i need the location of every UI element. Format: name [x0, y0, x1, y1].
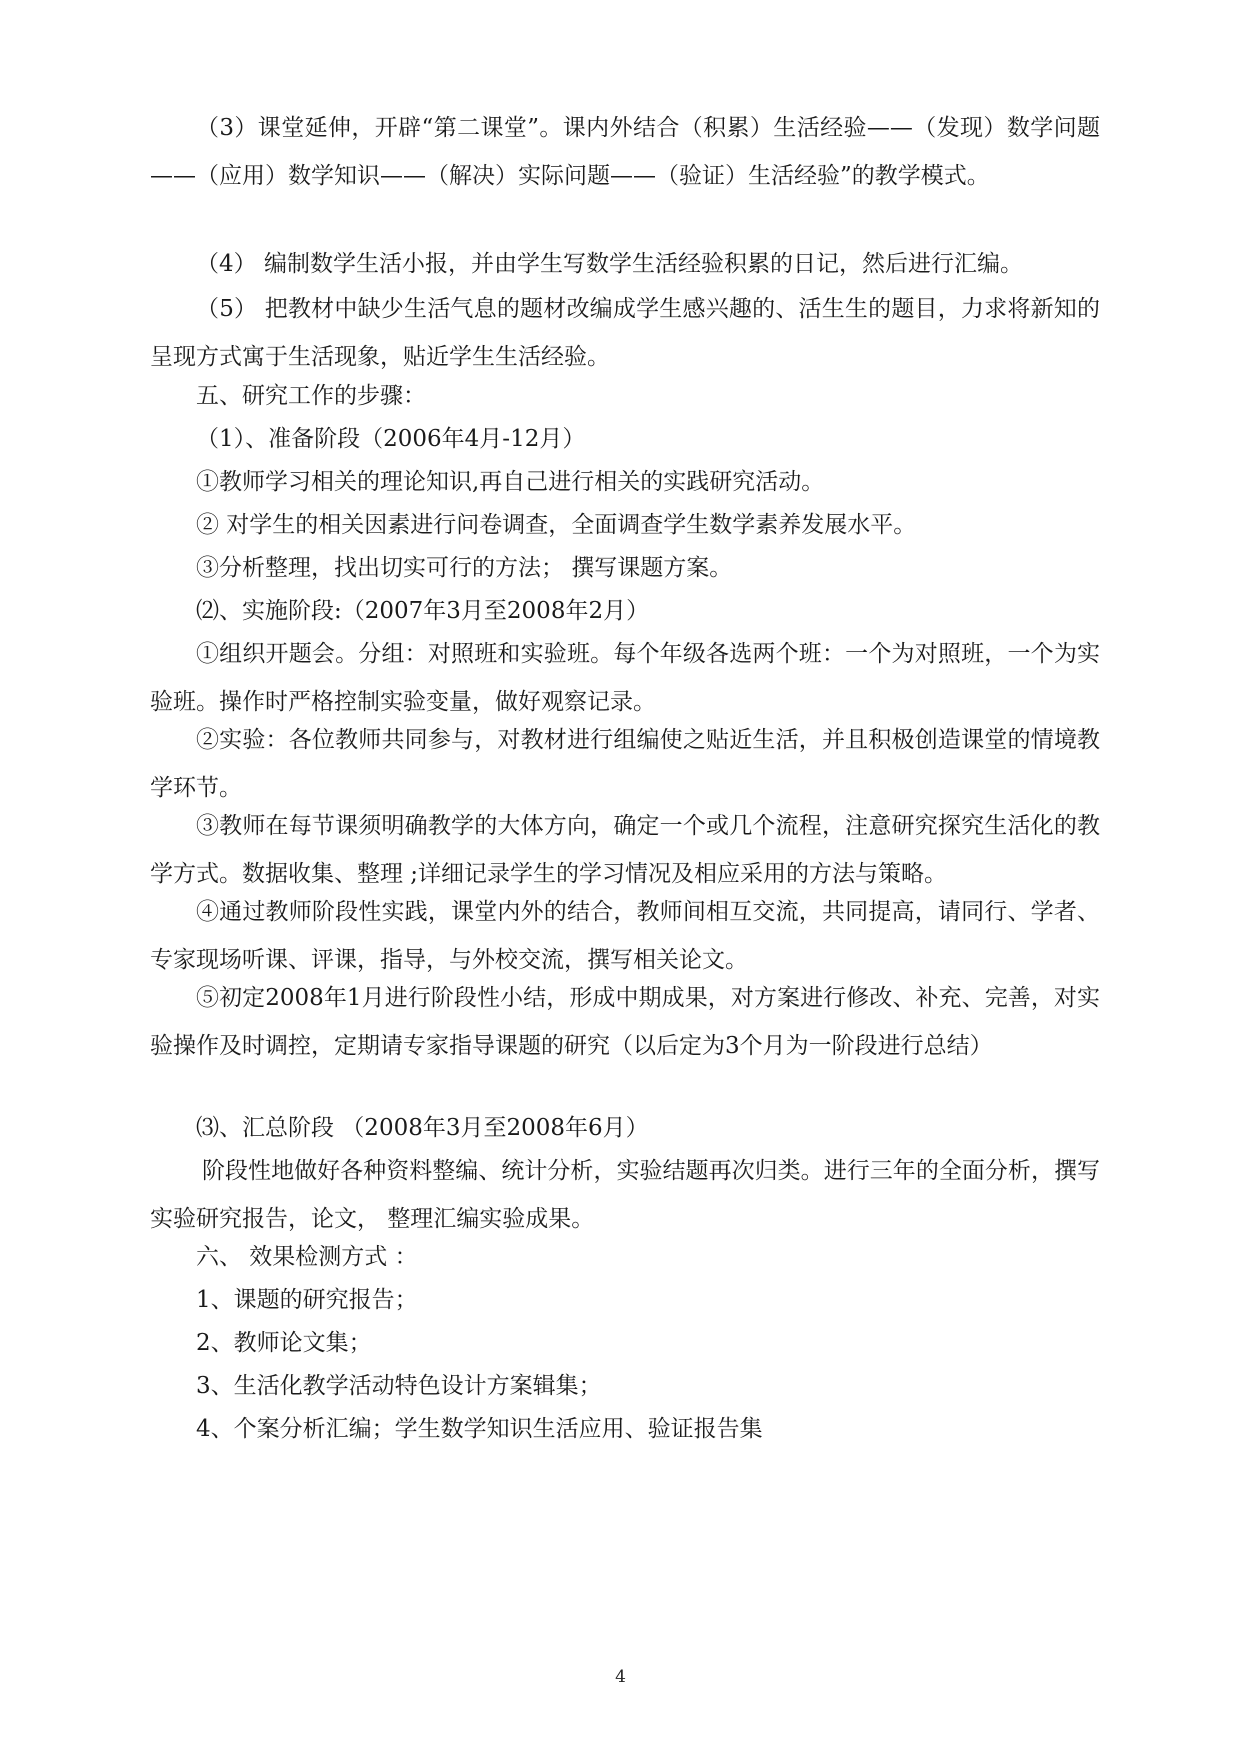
section-heading-research-steps: 五、研究工作的步骤：: [196, 383, 426, 409]
stage-1-preparation-heading: （1）、准备阶段（2006年4月-12月）: [196, 426, 586, 452]
stage-1-item-1: ①教师学习相关的理论知识,再自己进行相关的实践研究活动。: [196, 469, 825, 495]
page-number: 4: [615, 1667, 626, 1687]
stage-2-implementation-heading: ⑵、实施阶段:（2007年3月至2008年2月）: [196, 598, 650, 624]
stage-3-summary-heading: ⑶、汇总阶段 （2008年3月至2008年6月）: [196, 1115, 649, 1141]
stage-3-description: 阶段性地做好各种资料整编、统计分析，实验结题再次归类。进行三年的全面分析，撰写实验研究报告，论文， 整理汇编实验成果。: [150, 1158, 1100, 1232]
stage-2-item-5: ⑤初定2008年1月进行阶段性小结，形成中期成果，对方案进行修改、补充、完善，对实验操作及时调控，定期请专家指导课题的研究（以后定为3个月为一阶段进行总结）: [150, 985, 1100, 1059]
paragraph-3-classroom-extension: （3）课堂延伸，开辟“第二课堂”。课内外结合（积累）生活经验——（发现）数学问题——（应用）数学知识——（解决）实际问题——（验证）生活经验”的教学模式。: [150, 115, 1100, 189]
paragraph-4-math-newspaper: （4） 编制数学生活小报，并由学生写数学生活经验积累的日记，然后进行汇编。: [196, 251, 1023, 277]
stage-2-item-3: ③教师在每节课须明确教学的大体方向，确定一个或几个流程，注意研究探究生活化的教学方式。数据收集、整理 ;详细记录学生的学习情况及相应采用的方法与策略。: [150, 813, 1100, 887]
stage-2-item-4: ④通过教师阶段性实践，课堂内外的结合，教师间相互交流，共同提高，请同行、学者、专家现场听课、评课，指导，与外校交流，撰写相关论文。: [150, 899, 1100, 973]
stage-2-item-1: ①组织开题会。分组：对照班和实验班。每个年级各选两个班：一个为对照班，一个为实验班。操作时严格控制实验变量，做好观察记录。: [150, 641, 1100, 715]
evaluation-item-1: 1、课题的研究报告；: [196, 1287, 418, 1313]
stage-1-item-3: ③分析整理，找出切实可行的方法； 撰写课题方案。: [196, 555, 733, 581]
evaluation-item-3: 3、生活化教学活动特色设计方案辑集；: [196, 1373, 602, 1399]
section-heading-evaluation: 六、 效果检测方式 ：: [196, 1244, 418, 1270]
paragraph-5-textbook-adaptation: （5） 把教材中缺少生活气息的题材改编成学生感兴趣的、活生生的题目，力求将新知的呈现方式寓于生活现象，贴近学生生活经验。: [150, 296, 1100, 370]
stage-1-item-2: ② 对学生的相关因素进行问卷调查，全面调查学生数学素养发展水平。: [196, 512, 917, 538]
evaluation-item-4: 4、个案分析汇编；学生数学知识生活应用、验证报告集: [196, 1416, 763, 1442]
evaluation-item-2: 2、教师论文集；: [196, 1330, 372, 1356]
stage-2-item-2: ②实验：各位教师共同参与，对教材进行组编使之贴近生活，并且积极创造课堂的情境教学环节。: [150, 727, 1100, 801]
